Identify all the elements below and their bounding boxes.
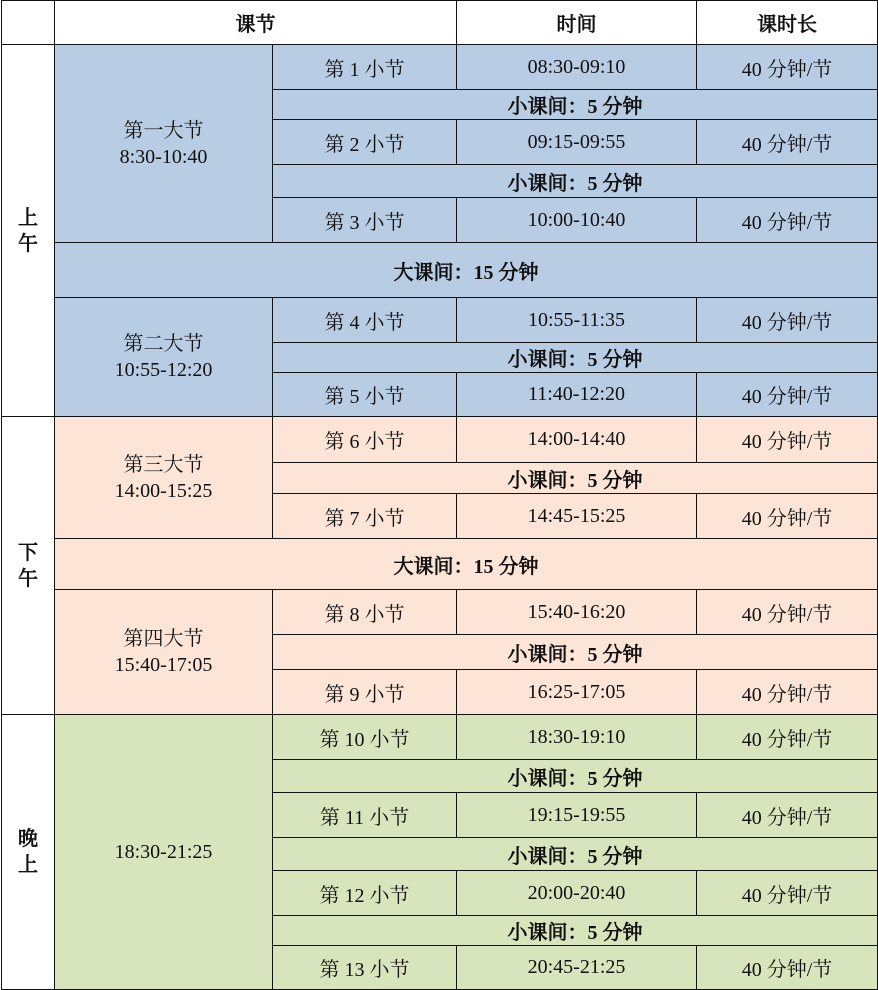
lesson-duration: 40 分钟/节 [697,590,878,635]
small-break: 小课间：5 分钟 [273,760,878,793]
lesson-duration: 40 分钟/节 [697,715,878,760]
small-break: 小课间：5 分钟 [273,343,878,373]
lesson-duration: 40 分钟/节 [697,793,878,838]
lesson-time: 15:40-16:20 [457,590,697,635]
lesson-time: 20:45-21:25 [457,946,697,990]
lesson-name: 第 12 小节 [273,871,457,916]
lesson-name: 第 6 小节 [273,417,457,463]
lesson-time: 09:15-09:55 [457,120,697,165]
lesson-time: 14:00-14:40 [457,417,697,463]
lesson-name: 第 1 小节 [273,45,457,90]
lesson-name: 第 9 小节 [273,670,457,715]
lesson-duration: 40 分钟/节 [697,494,878,539]
lesson-time: 16:25-17:05 [457,670,697,715]
period-morning: 上 午 [2,45,55,417]
header-time: 时间 [457,1,697,45]
lesson-duration: 40 分钟/节 [697,120,878,165]
lesson-duration: 40 分钟/节 [697,871,878,916]
lesson-name: 第 8 小节 [273,590,457,635]
lesson-name: 第 13 小节 [273,946,457,990]
big-section-3: 第三大节 14:00-15:25 [55,417,273,539]
small-break: 小课间：5 分钟 [273,916,878,946]
lesson-name: 第 5 小节 [273,373,457,417]
lesson-name: 第 10 小节 [273,715,457,760]
lesson-duration: 40 分钟/节 [697,946,878,990]
lesson-duration: 40 分钟/节 [697,45,878,90]
small-break: 小课间：5 分钟 [273,838,878,871]
header-section: 课节 [55,1,457,45]
lesson-time: 19:15-19:55 [457,793,697,838]
small-break: 小课间：5 分钟 [273,165,878,198]
lesson-time: 11:40-12:20 [457,373,697,417]
big-section-2: 第二大节 10:55-12:20 [55,298,273,417]
lesson-duration: 40 分钟/节 [697,417,878,463]
lesson-duration: 40 分钟/节 [697,198,878,243]
small-break: 小课间：5 分钟 [273,90,878,120]
lesson-duration: 40 分钟/节 [697,670,878,715]
lesson-name: 第 4 小节 [273,298,457,343]
lesson-time: 08:30-09:10 [457,45,697,90]
lesson-time: 20:00-20:40 [457,871,697,916]
small-break: 小课间：5 分钟 [273,463,878,494]
lesson-name: 第 2 小节 [273,120,457,165]
big-section-4: 第四大节 15:40-17:05 [55,590,273,715]
header-duration: 课时长 [697,1,878,45]
lesson-time: 10:00-10:40 [457,198,697,243]
lesson-name: 第 11 小节 [273,793,457,838]
lesson-row-4 [2,298,878,343]
small-break: 小课间：5 分钟 [273,635,878,670]
lesson-row-8 [2,590,878,635]
header-row [2,1,878,45]
period-afternoon: 下 午 [2,417,55,715]
big-section-1: 第一大节 8:30-10:40 [55,45,273,243]
lesson-row-1 [2,45,878,90]
big-break: 大课间：15 分钟 [55,539,878,590]
big-break: 大课间：15 分钟 [55,243,878,298]
header-blank [2,1,55,45]
evening-section: 18:30-21:25 [55,715,273,990]
big-break-row [2,539,878,590]
lesson-time: 10:55-11:35 [457,298,697,343]
lesson-row-10 [2,715,878,760]
lesson-time: 14:45-15:25 [457,494,697,539]
lesson-duration: 40 分钟/节 [697,298,878,343]
lesson-name: 第 7 小节 [273,494,457,539]
lesson-time: 18:30-19:10 [457,715,697,760]
lesson-duration: 40 分钟/节 [697,373,878,417]
period-evening: 晚 上 [2,715,55,990]
lesson-name: 第 3 小节 [273,198,457,243]
big-break-row [2,243,878,298]
schedule-table [1,0,878,990]
lesson-row-6 [2,417,878,463]
